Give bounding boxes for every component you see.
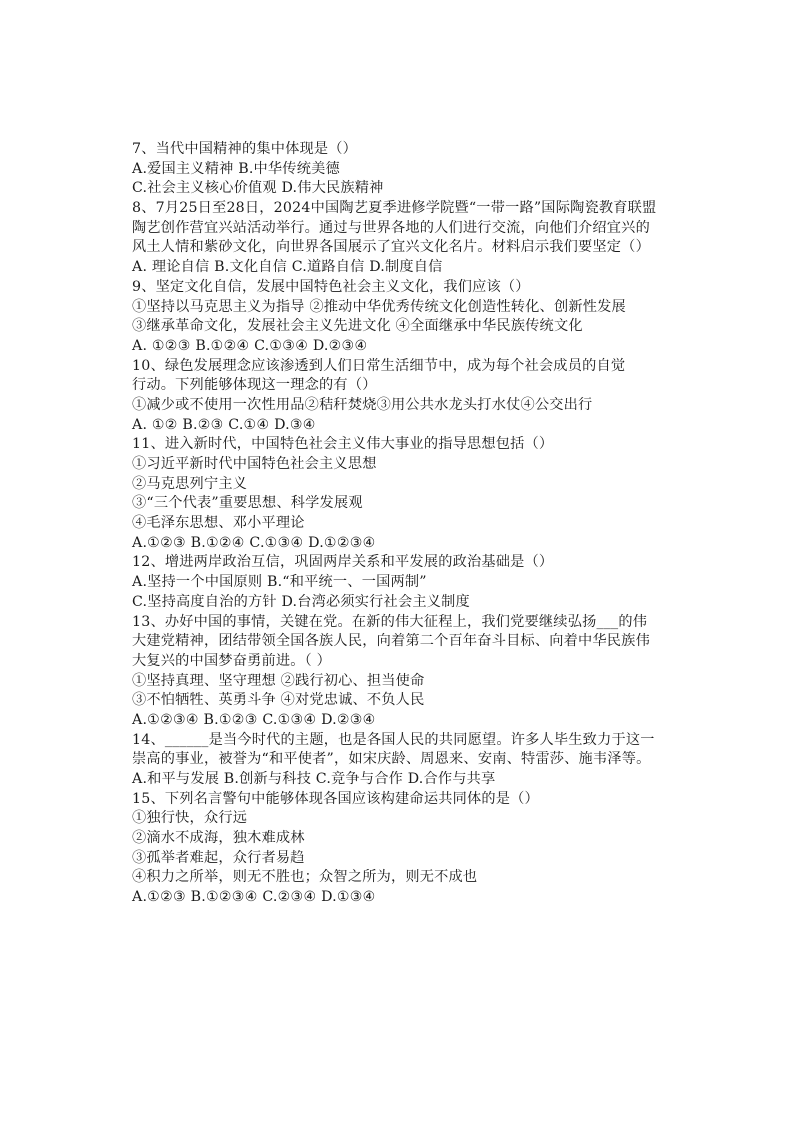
question-15-stem: 15、下列名言警句中能够体现各国应该构建命运共同体的是（） xyxy=(132,790,539,807)
question-14-stem-line-1: 14、______是当今时代的主题，也是各国人民的共同愿望。许多人毕生致力于这一 xyxy=(132,731,655,748)
question-13-stem-line-1: 13、办好中国的事情，关键在党。在新的伟大征程上，我们党要继续弘扬___的伟 xyxy=(132,613,648,630)
question-10-stem-line-1: 10、绿色发展理念应该渗透到人们日常生活细节中，成为每个社会成员的自觉 xyxy=(132,357,626,374)
question-9-options: A. ①②③ B.①②④ C.①③④ D.②③④ xyxy=(132,337,368,354)
question-14-stem-line-2: 崇高的事业，被誉为“和平使者”，如宋庆龄、周恩来、安南、特雷莎、施韦泽等。 xyxy=(132,751,651,768)
exam-page xyxy=(132,140,772,908)
question-11-item-1: ①习近平新时代中国特色社会主义思想 xyxy=(132,456,377,472)
question-11-item-3: ③“三个代表”重要思想、科学发展观 xyxy=(132,495,363,512)
question-11-options: A.①②③ B.①②④ C.①③④ D.①②③④ xyxy=(132,534,376,551)
question-9-items-3-4: ③继承革命文化，发展社会主义先进文化 ④全面继承中华民族传统文化 xyxy=(132,318,583,335)
question-13-items-3-4: ③不怕牺牲、英勇斗争 ④对党忠诚、不负人民 xyxy=(132,692,425,709)
question-8-stem-line-2: 陶艺创作营宜兴站活动举行。通过与世界各地的人们进行交流，向他们介绍宜兴的 xyxy=(132,219,650,236)
question-7-options-ab: A.爱国主义精神 B.中华传统美德 xyxy=(132,160,340,177)
question-9-stem: 9、坚定文化自信，发展中国特色社会主义文化，我们应该（） xyxy=(132,278,530,295)
question-15-item-4: ④积力之所举，则无不胜也；众智之所为，则无不成也 xyxy=(132,869,478,886)
question-11-stem: 11、进入新时代，中国特色社会主义伟大事业的指导思想包括（） xyxy=(132,436,554,453)
question-15-item-2: ②滴水不成海，独木难成林 xyxy=(132,830,305,847)
question-13-stem-line-2: 大建党精神，团结带领全国各族人民，向着第二个百年奋斗目标、向着中华民族伟 xyxy=(132,633,650,650)
question-12-options-ab: A.坚持一个中国原则 B.“和平统一、一国两制” xyxy=(132,574,427,591)
question-15-item-1: ①独行快，众行远 xyxy=(132,810,248,827)
question-8-options: A. 理论自信 B.文化自信 C.道路自信 D.制度自信 xyxy=(132,259,443,276)
question-12-options-cd: C.坚持高度自治的方针 D.台湾必须实行社会主义制度 xyxy=(132,593,470,610)
question-15-item-3: ③孤举者难起，众行者易趋 xyxy=(132,849,305,866)
question-12-stem: 12、增进两岸政治互信，巩固两岸关系和平发展的政治基础是（） xyxy=(132,554,554,571)
question-13-stem-line-3: 大复兴的中国梦奋勇前进。（ ） xyxy=(132,652,332,669)
question-9-items-1-2: ①坚持以马克思主义为指导 ②推动中华优秀传统文化创造性转化、创新性发展 xyxy=(132,298,626,315)
question-8-stem-line-1: 8、7月25日至28日，2024中国陶艺夏季进修学院暨“一带一路”国际陶瓷教育联盟 xyxy=(132,200,657,217)
question-10-options: A. ①② B.②③ C.①④ D.③④ xyxy=(132,416,316,433)
question-11-item-4: ④毛泽东思想、邓小平理论 xyxy=(132,515,305,532)
question-15-options: A.①②③ B.①②③④ C.②③④ D.①③④ xyxy=(132,889,376,906)
question-13-items-1-2: ①坚持真理、坚守理想 ②践行初心、担当使命 xyxy=(132,672,425,689)
question-8-stem-line-3: 风土人情和紫砂文化，向世界各国展示了宜兴文化名片。材料启示我们要坚定（） xyxy=(132,239,650,256)
question-11-item-2: ②马克思列宁主义 xyxy=(132,475,248,492)
question-14-options: A.和平与发展 B.创新与科技 C.竞争与合作 D.合作与共享 xyxy=(132,771,496,787)
question-10-items: ①减少或不使用一次性用品②秸秆焚烧③用公共水龙头打水仗④公交出行 xyxy=(132,396,593,413)
question-13-options: A.①②③④ B.①②③ C.①③④ D.②③④ xyxy=(132,711,376,728)
question-7-stem: 7、当代中国精神的集中体现是（） xyxy=(132,141,358,157)
question-7-options-cd: C.社会主义核心价值观 D.伟大民族精神 xyxy=(132,180,384,197)
question-10-stem-line-2: 行动。下列能够体现这一理念的有（） xyxy=(132,377,377,394)
